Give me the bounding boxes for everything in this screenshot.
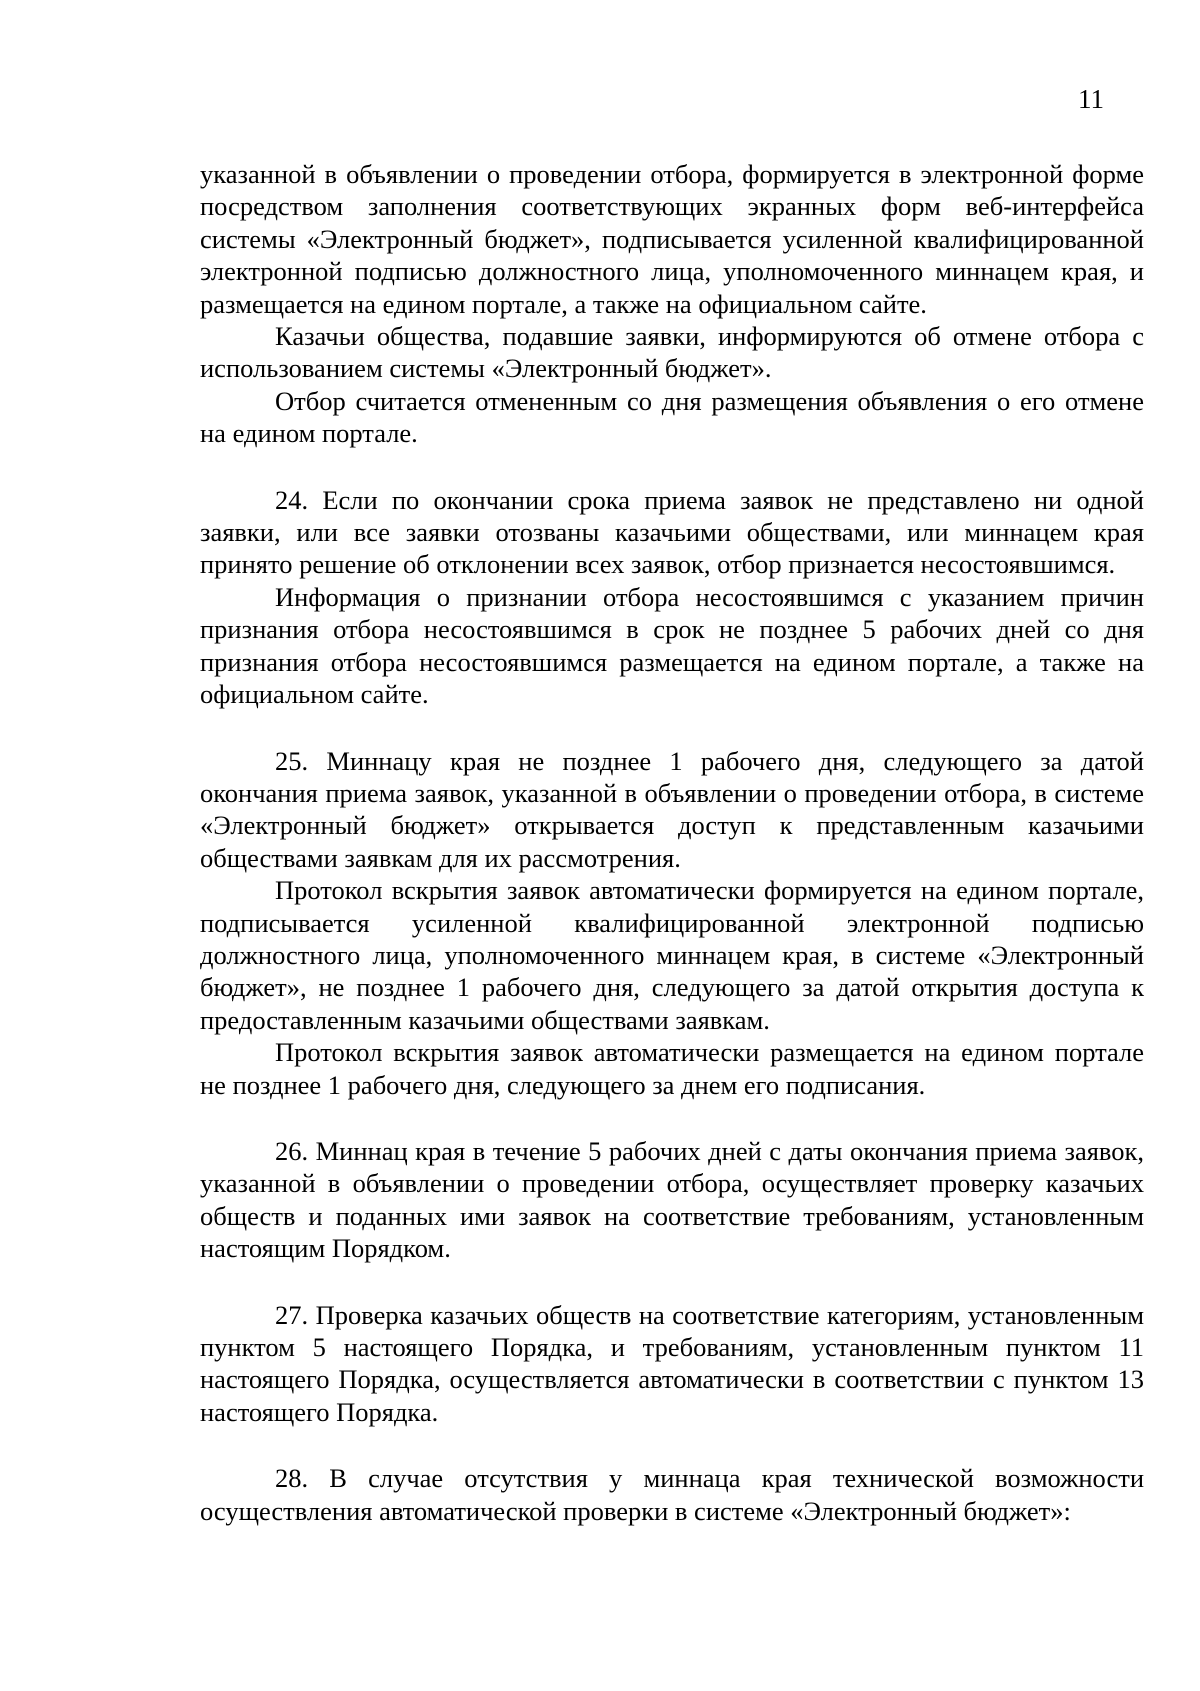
paragraph-28: 28. В случае отсутствия у миннаца края технической возможности осуществления автоматической проверки в системе «Электронный бюджет»:: [200, 1463, 1144, 1526]
paragraph-24-info: Информация о признании отбора несостоявшимся с указанием причин признания отбора несостоявшимся в срок не позднее 5 рабочих дней со дня признания отбора несостоявшимся размещается на едином портале, а также на официальном сайте.: [200, 581, 1144, 710]
page-number: 11: [1078, 84, 1104, 114]
paragraph-27: 27. Проверка казачьих обществ на соответствие категориям, установленным пунктом 5 настоящего Порядка, и требованиям, установленным пунктом 11 настоящего Порядка, осуществляется автоматически в соответствии с пунктом 13 настоящего Порядка.: [200, 1299, 1144, 1427]
document-body: [200, 158, 1144, 1527]
paragraph-25-protocol-publish: Протокол вскрытия заявок автоматически размещается на едином портале не позднее 1 рабочего дня, следующего за днем его подписания.: [200, 1037, 1144, 1100]
paragraph-continuation: указанной в объявлении о проведении отбора, формируется в электронной форме посредством заполнения соответствующих экранных форм веб-интерфейса системы «Электронный бюджет», подписывается усиленной квалифицированной электронной подписью должностного лица, уполномоченного миннацем края, и размещается на едином портале, а также на официальном сайте.: [200, 159, 1144, 319]
paragraph-24: 24. Если по окончании срока приема заявок не представлено ни одной заявки, или все заявки отозваны казачьими обществами, или миннацем края принято решение об отклонении всех заявок, отбор признается несостоявшимся.: [200, 484, 1144, 580]
paragraph-cancel-notification: Казачьи общества, подавшие заявки, информируются об отмене отбора с использованием системы «Электронный бюджет».: [200, 321, 1144, 384]
paragraph-25: 25. Миннацу края не позднее 1 рабочего дня, следующего за датой окончания приема заявок, указанной в объявлении о проведении отбора, в системе «Электронный бюджет» открывается доступ к представленным казачьими обществами заявкам для их рассмотрения.: [200, 745, 1144, 873]
paragraph-25-protocol: Протокол вскрытия заявок автоматически формируется на едином портале, подписывается усиленной квалифицированной электронной подписью должностного лица, уполномоченного миннацем края, в системе «Электронный бюджет», не позднее 1 рабочего дня, следующего за датой открытия доступа к предоставленным казачьими обществами заявкам.: [200, 875, 1144, 1035]
paragraph-26: 26. Миннац края в течение 5 рабочих дней с даты окончания приема заявок, указанной в объявлении о проведении отбора, осуществляет проверку казачьих обществ и поданных ими заявок на соответствие требованиям, установленным настоящим Порядком.: [200, 1135, 1144, 1264]
paragraph-cancel-date: Отбор считается отмененным со дня размещения объявления о его отмене на едином портале.: [200, 385, 1144, 449]
